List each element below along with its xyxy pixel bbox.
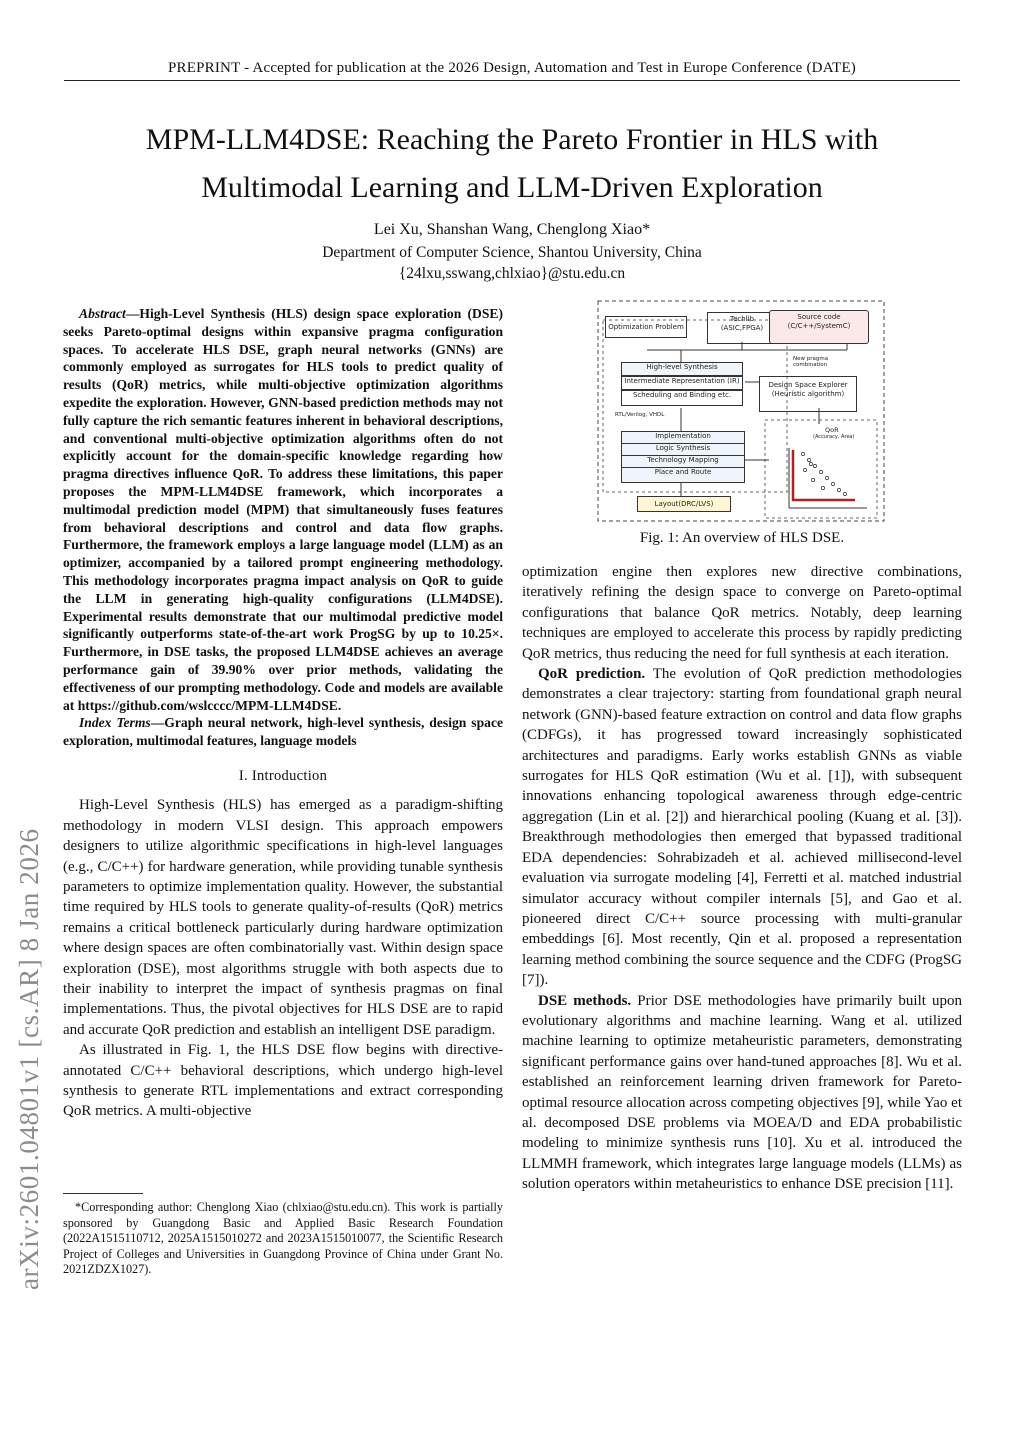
arxiv-stamp: arXiv:2601.04801v1 [cs.AR] 8 Jan 2026 xyxy=(14,828,44,1290)
hls-box: High-level Synthesis xyxy=(621,362,743,376)
abstract-text: —High-Level Synthesis (HLS) design space exploration (DSE) seeks Pareto-optimal designs within expansive pragma configuration spaces. To accelerate HLS DSE, graph neural networks (GNNs) are commonly employed as surrogates for HLS tools to predict quality of results (QoR) metrics, while multi-objective optimization algorithms expedite the exploration. However, GNN-based prediction methods may not fully capture the rich semantic features inherent in behavioral descriptions, and conventional multi-objective optimization algorithms often do not explicitly account for the domain-specific knowledge regarding how pragma directives influence QoR. To address these limitations, this paper proposes the MPM-LLM4DSE framework, which incorporates a multimodal prediction model (MPM) that simultaneously fuses features from behavioral descriptions and control and data flow graphs. Furthermore, the framework employs a large language model (LLM) as an optimizer, accompanied by a tailored prompt engineering methodology. This methodology incorporates pragma impact analysis on QoR to guide the LLM in generating high-quality configurations (LLM4DSE). Experimental results demonstrate that our multimodal predictive model significantly outperforms state-of-the-art work ProgSG by up to 10.25×. Furthermore, in DSE tasks, the proposed LLM4DSE achieves an average performance gain of 39.90% over prior methods, validating the effectiveness of our prompting methodology. Code and models are available at https://github.com/wslcccc/MPM-LLM4DSE. xyxy=(63,306,503,713)
new-pragma-label: New pragma combination xyxy=(793,356,829,368)
qor-sub-label: (Accuracy, Area) xyxy=(813,434,855,440)
layout-box: Layout(DRC/LVS) xyxy=(637,496,731,512)
optimization-problem-box: Optimization Problem xyxy=(605,316,687,338)
authors: Lei Xu, Shanshan Wang, Chenglong Xiao* xyxy=(373,221,651,238)
logic-synthesis-box: Logic Synthesis xyxy=(621,443,745,457)
dse-box: Design Space Explorer (Heuristic algorithm) xyxy=(759,376,857,412)
index-terms xyxy=(63,714,503,750)
index-terms-lead: Index Terms xyxy=(79,715,151,731)
rtl-label: RTL/Verilog, VHDL xyxy=(615,412,665,418)
ir-box: Intermediate Representation (IR) xyxy=(621,376,743,390)
techlib-box: Techlib (ASIC,FPGA) xyxy=(707,312,777,344)
dse-methods-lead: DSE methods. xyxy=(538,992,632,1009)
header-rule xyxy=(64,80,960,81)
right-column xyxy=(522,562,962,1195)
source-code-box: Source code (C/C++/SystemC) xyxy=(769,310,869,344)
section-heading-introduction: I. Introduction xyxy=(238,767,328,784)
qor-prediction-paragraph xyxy=(522,664,962,991)
place-route-box: Place and Route xyxy=(621,467,745,483)
index-terms-text: —Graph neural network, high-level synthesis, design space exploration, multimodal features, language models xyxy=(63,715,504,749)
qor-prediction-text: The evolution of QoR prediction methodologies demonstrates a clear trajectory: starting from foundational graph neural network (GNN)-based feature extraction on control and data flow graphs (CDFGs), it has progressed toward increasingly sophisticated architectures and paradigms. Early works establish GNNs as viable surrogates for HLS QoR estimation (Wu et al. [1]), with subsequent innovations enhancing topological awareness through edge-centric aggregation (Lin et al. [2]) and hierarchical pooling (Kuang et al. [3]). Breakthrough methodologies then emerged that bypassed traditional EDA dependencies: Sohrabizadeh et al. achieved millisecond-level evaluation via surrogate modeling [4], Ferretti et al. matched industrial simulator accuracy without compiler internals [5], and Gao et al. pioneered direct C/C++ source processing with multi-granular embeddings [6]. Most recently, Qin et al. proposed a representation learning method combining the source sequence and the CDFG (ProgSG [7]). xyxy=(522,666,962,989)
abstract-lead: Abstract xyxy=(79,306,126,321)
title-line-1: MPM-LLM4DSE: Reaching the Pareto Frontier in HLS with xyxy=(145,123,879,156)
paper-title xyxy=(64,116,960,212)
running-header: PREPRINT - Accepted for publication at the 2026 Design, Automation and Test in Europe Conference (DATE) xyxy=(167,60,857,76)
footnote-rule xyxy=(63,1193,143,1194)
tech-mapping-box: Technology Mapping xyxy=(621,455,745,469)
implementation-box: Implementation xyxy=(621,431,745,445)
footnote: *Corresponding author: Chenglong Xiao (chlxiao@stu.edu.cn). This work is partially sponsored by Guangdong Basic and Applied Basic Research Foundation (2022A1515110712, 2025A1515010272 and 2023A1515010077, the Scientific Research Project of Colleges and Universities in Guangdong Province of China under Grant No. 2021ZDZX1027). xyxy=(63,1200,503,1277)
scheduling-box: Scheduling and Binding etc. xyxy=(621,390,743,406)
scatter-points xyxy=(801,452,846,495)
right-paragraph-1: optimization engine then explores new directive combinations, iteratively refining the design space to converge on Pareto-optimal configurations that balance QoR metrics. Notably, deep learning techniques are employed to accelerate this process by rapidly predicting QoR metrics, thus reducing the need for full synthesis at each iteration. xyxy=(522,564,962,662)
title-line-2: Multimodal Learning and LLM-Driven Exploration xyxy=(201,171,823,204)
affiliation: Department of Computer Science, Shantou University, China xyxy=(322,244,702,261)
figure-caption: Fig. 1: An overview of HLS DSE. xyxy=(639,530,845,546)
author-emails: {24lxu,sswang,chlxiao}@stu.edu.cn xyxy=(398,265,626,282)
qor-label: QoR xyxy=(825,426,839,434)
qor-prediction-lead: QoR prediction. xyxy=(538,666,646,683)
dse-methods-text: Prior DSE methodologies have primarily built upon evolutionary algorithms and machine learning. Wang et al. utilized machine learning to optimize metaheuristic parameters, demonstrating significant performance gains over hand-tuned approaches [8]. Wu et al. established an reinforcement learning driven framework for Pareto-optimal resource allocation across competing objectives [9], while Yao et al. decomposed DSE problems via MOEA/D and EDA probabilistic modeling to minimize synthesis runs [10]. Xu et al. introduced the LLMMH framework, which integrates large language models (LLMs) as solution operators within metaheuristics to enhance DSE precision [11]. xyxy=(522,992,963,1193)
left-column xyxy=(63,305,503,1122)
intro-paragraph-1: High-Level Synthesis (HLS) has emerged as a paradigm-shifting methodology in modern VLSI design. This approach empowers designers to utilize algorithmic specifications in high-level languages (e.g., C/C++) for hardware generation, while providing tunable synthesis parameters to optimize implementation quality. However, the substantial time required by HLS tools to generate quality-of-results (QoR) metrics remains a critical bottleneck particularly during hardware optimization where design spaces are often combinatorially vast. Within design space exploration (DSE), most algorithms struggle with both aspects due to their inability to interpret the impact of synthesis pragmas on final implementations. Thus, the pivotal objectives for HLS DSE are to rapid and accurate QoR prediction and establish an intelligent DSE paradigm. xyxy=(63,797,503,1038)
abstract xyxy=(63,305,503,714)
figure-hls-dse-overview xyxy=(597,300,885,524)
dse-methods-paragraph xyxy=(522,991,962,1195)
intro-paragraph-2: As illustrated in Fig. 1, the HLS DSE flow begins with directive-annotated C/C++ behavioral descriptions, which undergo high-level synthesis to generate RTL implementations and extract corresponding QoR metrics. A multi-objective xyxy=(63,1042,503,1120)
